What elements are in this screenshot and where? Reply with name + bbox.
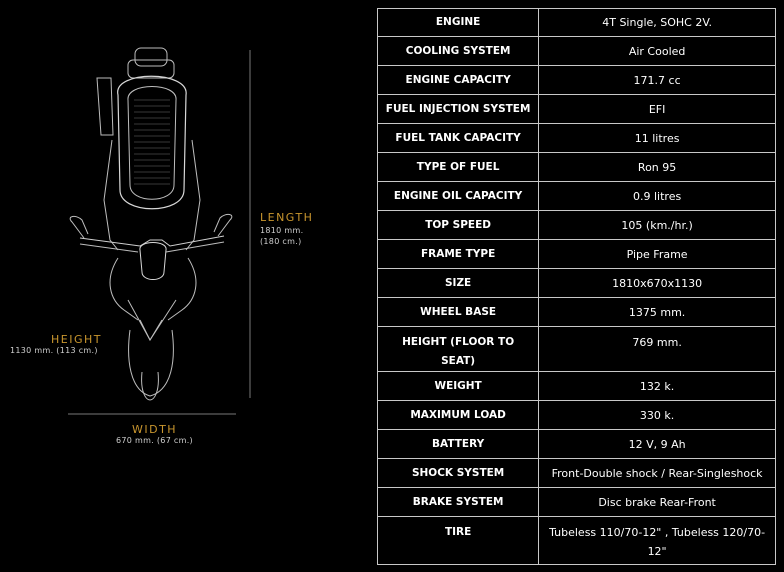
spec-row xyxy=(378,269,776,298)
spec-label: TYPE OF FUEL xyxy=(378,153,539,182)
spec-value: 0.9 litres xyxy=(539,182,776,211)
scooter-top-view-drawing xyxy=(0,0,370,572)
spec-value: Tubeless 110/70-12" , Tubeless 120/70-12" xyxy=(539,517,776,565)
spec-value: Pipe Frame xyxy=(539,240,776,269)
spec-row xyxy=(378,517,776,565)
length-mm: 1810 mm. xyxy=(260,226,304,235)
spec-row xyxy=(378,182,776,211)
spec-value: Disc brake Rear-Front xyxy=(539,488,776,517)
rear-box-top xyxy=(135,48,167,66)
spec-value: 12 V, 9 Ah xyxy=(539,430,776,459)
right-mirror xyxy=(214,214,232,236)
spec-row xyxy=(378,430,776,459)
spec-row xyxy=(378,95,776,124)
spec-value: 330 k. xyxy=(539,401,776,430)
spec-value: 769 mm. xyxy=(539,327,776,372)
spec-row xyxy=(378,124,776,153)
left-mirror xyxy=(70,216,88,238)
spec-label: FUEL TANK CAPACITY xyxy=(378,124,539,153)
spec-row xyxy=(378,153,776,182)
spec-label: FUEL INJECTION SYSTEM xyxy=(378,95,539,124)
spec-value: 171.7 cc xyxy=(539,66,776,95)
length-title: LENGTH xyxy=(260,211,314,224)
spec-value: 1810x670x1130 xyxy=(539,269,776,298)
exhaust-pipe xyxy=(97,78,113,135)
spec-value: 11 litres xyxy=(539,124,776,153)
spec-table-body xyxy=(378,9,776,565)
spec-row xyxy=(378,9,776,37)
spec-row xyxy=(378,66,776,95)
spec-value: Front-Double shock / Rear-Singleshock xyxy=(539,459,776,488)
spec-row xyxy=(378,327,776,372)
spec-label: BATTERY xyxy=(378,430,539,459)
spec-value: 105 (km./hr.) xyxy=(539,211,776,240)
spec-label: ENGINE OIL CAPACITY xyxy=(378,182,539,211)
spec-label: BRAKE SYSTEM xyxy=(378,488,539,517)
spec-table xyxy=(377,8,776,565)
spec-label: COOLING SYSTEM xyxy=(378,37,539,66)
spec-row xyxy=(378,298,776,327)
spec-label: SHOCK SYSTEM xyxy=(378,459,539,488)
length-cm: (180 cm.) xyxy=(260,237,302,246)
spec-row xyxy=(378,459,776,488)
width-title: WIDTH xyxy=(132,423,178,436)
spec-value: EFI xyxy=(539,95,776,124)
spec-label: ENGINE xyxy=(378,9,539,37)
spec-value: 1375 mm. xyxy=(539,298,776,327)
spec-row xyxy=(378,211,776,240)
spec-label: ENGINE CAPACITY xyxy=(378,66,539,95)
headlight xyxy=(140,243,166,280)
spec-label: HEIGHT (FLOOR TO SEAT) xyxy=(378,327,539,372)
spec-value: Air Cooled xyxy=(539,37,776,66)
spec-row xyxy=(378,240,776,269)
spec-label: SIZE xyxy=(378,269,539,298)
spec-label: TIRE xyxy=(378,517,539,565)
handlebar xyxy=(80,236,224,246)
spec-label: WEIGHT xyxy=(378,372,539,401)
height-value: 1130 mm. (113 cm.) xyxy=(10,346,98,355)
spec-row xyxy=(378,37,776,66)
spec-row xyxy=(378,372,776,401)
spec-value: 132 k. xyxy=(539,372,776,401)
height-title: HEIGHT xyxy=(51,333,102,346)
spec-label: TOP SPEED xyxy=(378,211,539,240)
spec-row xyxy=(378,488,776,517)
spec-label: FRAME TYPE xyxy=(378,240,539,269)
spec-row xyxy=(378,401,776,430)
spec-label: MAXIMUM LOAD xyxy=(378,401,539,430)
spec-value: 4T Single, SOHC 2V. xyxy=(539,9,776,37)
scooter-illustration-panel xyxy=(0,0,370,572)
width-value: 670 mm. (67 cm.) xyxy=(116,436,193,445)
spec-value: Ron 95 xyxy=(539,153,776,182)
spec-label: WHEEL BASE xyxy=(378,298,539,327)
